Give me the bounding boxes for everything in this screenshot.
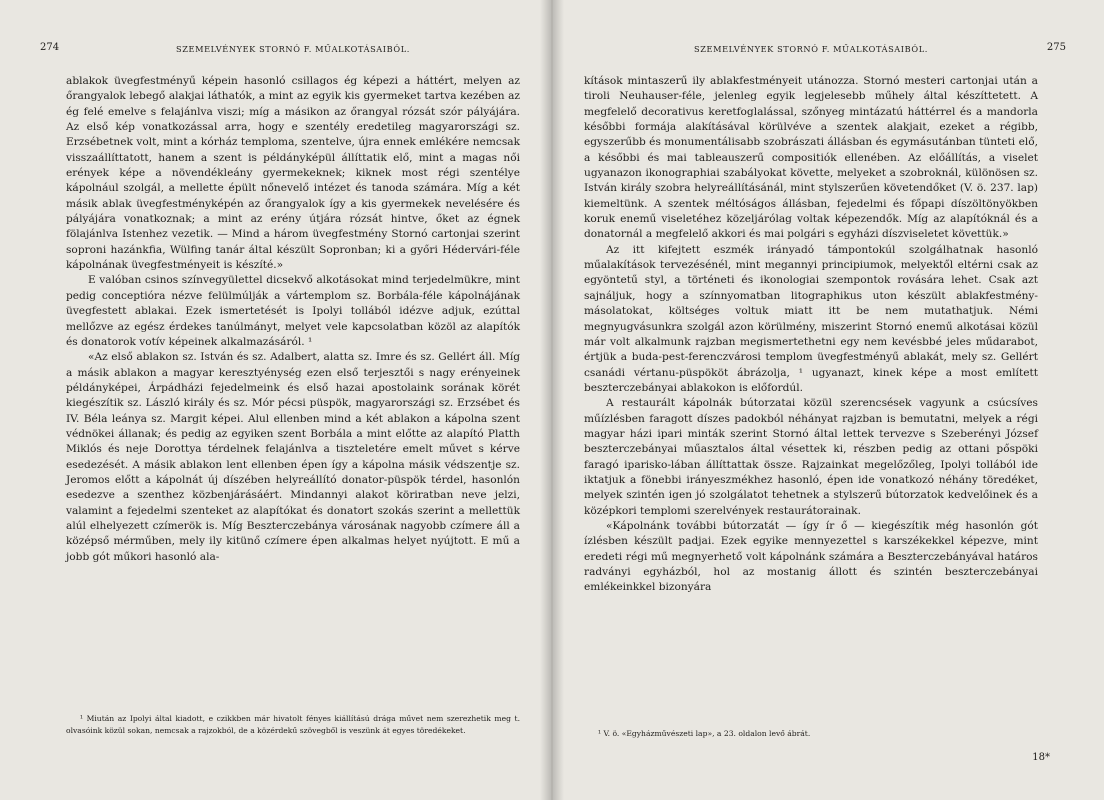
left-footnote [66,713,520,736]
right-page-number: 275 [1046,42,1066,53]
left-paragraph-1: ablakok üvegfestményű képein hasonló csillagos ég képezi a háttért, melyen az őrangyalok lebegő alakjai láthatók, a mint az egyik kis gyermeket tartva kezében az ég felé emelve s felajánlva viszi; míg a másikon az őrangyal rózsát szór pályájára. Az első kép vonatkozással arra, hogy e szentély eredetileg magyarországi sz. Erzsébetnek volt, mint a kórház temploma, szentelve, újra ennek emlékére nemcsak visszaállíttatott, hanem a szent is példányképül állíttatik elő, mint a magas női erények képe a növendékleány gyermekeknek; kiknek most régi szentélye kápolnául szolgál, a mellette épült nőnevelő intézet és tanoda számára. Míg a két másik ablak üvegfestményképén az őrangyalok így a kis gyermekek nevelésére és pályájára vonatkoznak; a mint az erény útjára rózsát hintve, őket az égnek fölajánlva Istenhez vezetik. — Mind a három üvegfestmény Stornó cartonjai szerint soproni hazánkfia, Wülfing tanár által készült Sopronban; ki a győri Hédervári-féle kápolnának üvegfestményeit is készíté.» [66,75,520,272]
left-page-number: 274 [40,42,60,53]
right-body-text [584,74,1038,596]
right-footnote-text: ¹ V. ö. «Egyházművészeti lap», a 23. oldalon levő ábrát. [598,729,811,738]
left-footnote-text: ¹ Miután az Ipolyi által kiadott, e czikkben már hivatolt fényes kiállítású drága művet nem szerezhetik meg t. olvasóink közül sokan, nemcsak a rajzokból, de a közérdekű szövegből is veszünk át egyes töredékeket. [66,714,520,735]
left-paragraph-3: «Az első ablakon sz. István és sz. Adalbert, alatta sz. Imre és sz. Gellért áll. Míg a másik ablakon a magyar keresztyénység ezen első terjesztői s nagy erényeinek példányképei, Árpádházi fejedelmeink és első hazai apostolaink sorának körét kiegészítik sz. László király és sz. Mór pécsi püspök, magyarországi sz. Erzsébet és IV. Béla leánya sz. Margit képei. Alul ellenben mind a két ablakon a kápolna szent védnökei állanak; és pedig az egyiken szent Borbála a mint előtte az alapító Platth Miklós és neje Dorottya térdelnek felajánlva a tiszteletére emelt művet s kérve esedezését. A másik ablakon lent ellenben épen így a kápolna másik védszentje sz. Jeromos előtt a kápolnát új díszében helyreállító donator-püspök térdel, hasonlón esedezve a szenthez közbenjárásáért. Mindannyi alakot köriratban neve jelzi, valamint a fejedelmi szenteket az alapítókat és donatort szokás szerint a mellettük alúl elhelyezett czímerök is. Míg Beszterczebánya városának nagyobb czímere áll a középső mérműben, mely ily kitünő czímere épen alkalmas helyet nyújtott. E mű a jobb gót műkori hasonló ala- [66,351,520,563]
left-running-head: SZEMELVÉNYEK STORNÓ F. MŰALKOTÁSAIBÓL. [176,44,410,54]
right-running-head: SZEMELVÉNYEK STORNÓ F. MŰALKOTÁSAIBÓL. [694,44,928,54]
right-paragraph-4: «Kápolnánk további bútorzatát — így ír ő — kiegészítik még hasonlón gót ízlésben készült padjai. Ezek egyike mennyezettel s karszékekkel képezve, mint eredeti régi mű megnyerhető volt kápolnánk számára a Beszterczebányával határos radványi egyházból, hol az mostanig állott és szintén beszterczebányai emlékeinkkel bizonyára [584,519,1038,594]
left-page-header [40,42,520,60]
right-page [552,0,1104,800]
right-paragraph-3: A restaurált kápolnák bútorzatai közül szerencsések vagyunk a csúcsíves műízlésben faragott díszes padokból néhányat rajzban is bemutatni, melyek a régi magyar házi ipari minták szerint Stornó által lettek tervezve s Szeberényi József beszterczebányai műasztalos által vésettek ki, részben pedig az ottani pőspöki faragó iparisko-lában állíttattak össze. Rajzainkat megelőzőleg, Ipolyi tollából ide iktatjuk a fönebbi irányeszmékhez hasonló, épen ide vonatkozó néhány töredéket, melyek szintén igen jó szolgálatot tehetnek a stylszerű bútorzatok kedvelőinek és a középkori templomi szerelvények restaurátorainak. [584,397,1038,517]
left-paragraph-2: E valóban csinos színvegyülettel dicsekvő alkotásokat mind terjedelmükre, mint pedig conceptióra nézve felülmúlják a vártemplom sz. Borbála-féle kápolnájának üvegfestett ablakai. Ezek ismertetését is Ipolyi tollából idézve adjuk, ezúttal mellőzve az egész érdekes tanúlmányt, melyet vele kapcsolatban közöl az alapítók és donatorok votív képeinek alkalmazásáról. ¹ [66,274,520,348]
right-paragraph-1: kítások mintaszerű ily ablakfestményeit utánozza. Stornó mesteri cartonjai után a tiroli Neuhauser-féle, jelenleg egyik legjelesebb műhely által készíttetett. A megfelelő decorativus keretfoglalással, szőnyeg mintázatú háttérrel és a mandorla későbbi formája alakításával körülvéve a szentek alakjait, ezeket a régibb, egyszerűbb és monumentálisabb szobrászati állásban és egymásutánban tünteti elő, a későbbi és mai tableauszerű compositiók ellenében. Az előállítás, a viselet ugyanazon ikonographiai szabályokat követte, melyeket a szobroknál, különösen sz. István király szobra helyreállításánál, mint stylszerűen követendőket (V. ö. 237. lap) kiemeltünk. A szentek méltóságos állásban, fejedelmi és főpapi díszöltönyökben koruk enemű viseletéhez közeljárólag voltak képezendők. Míg az alapítóknál és a donatornál a megfelelő akkori és mai polgári s egyházi díszviseletet követtük.» [584,75,1038,241]
left-body-text [66,74,520,565]
right-page-header [584,42,1066,60]
right-paragraph-2: Az itt kifejtett eszmék irányadó támpontokúl szolgálhatnak hasonló műalakítások tervezésénél, mint megannyi principiumok, melyektől eltérni csak az egyöntetű styl, a történeti és ikonologiai szempontok rovására lehet. Csak azt sajnáljuk, hogy a színnyomatban litographikus uton készült ablakfestmény-másolatokat, költséges voltuk miatt itt be nem mutathatjuk. Némi megnyugvásunkra szolgál azon körülmény, miszerint Stornó enemű alkotásai közül már volt alkalmunk rajzban megismertethetni egy nem kevésbbé jeles műdarabot, értjük a buda-pest-ferenczvárosi templom üvegfestményű ablakát, mely sz. Gellért csanádi vértanu-püspököt ábrázolja, ¹ ugyanazt, kinek képe a most említett beszterczebányai ablakokon is előfordúl. [584,243,1038,394]
printer-signature-mark: 18* [1032,752,1050,763]
right-footnote [584,728,1038,740]
